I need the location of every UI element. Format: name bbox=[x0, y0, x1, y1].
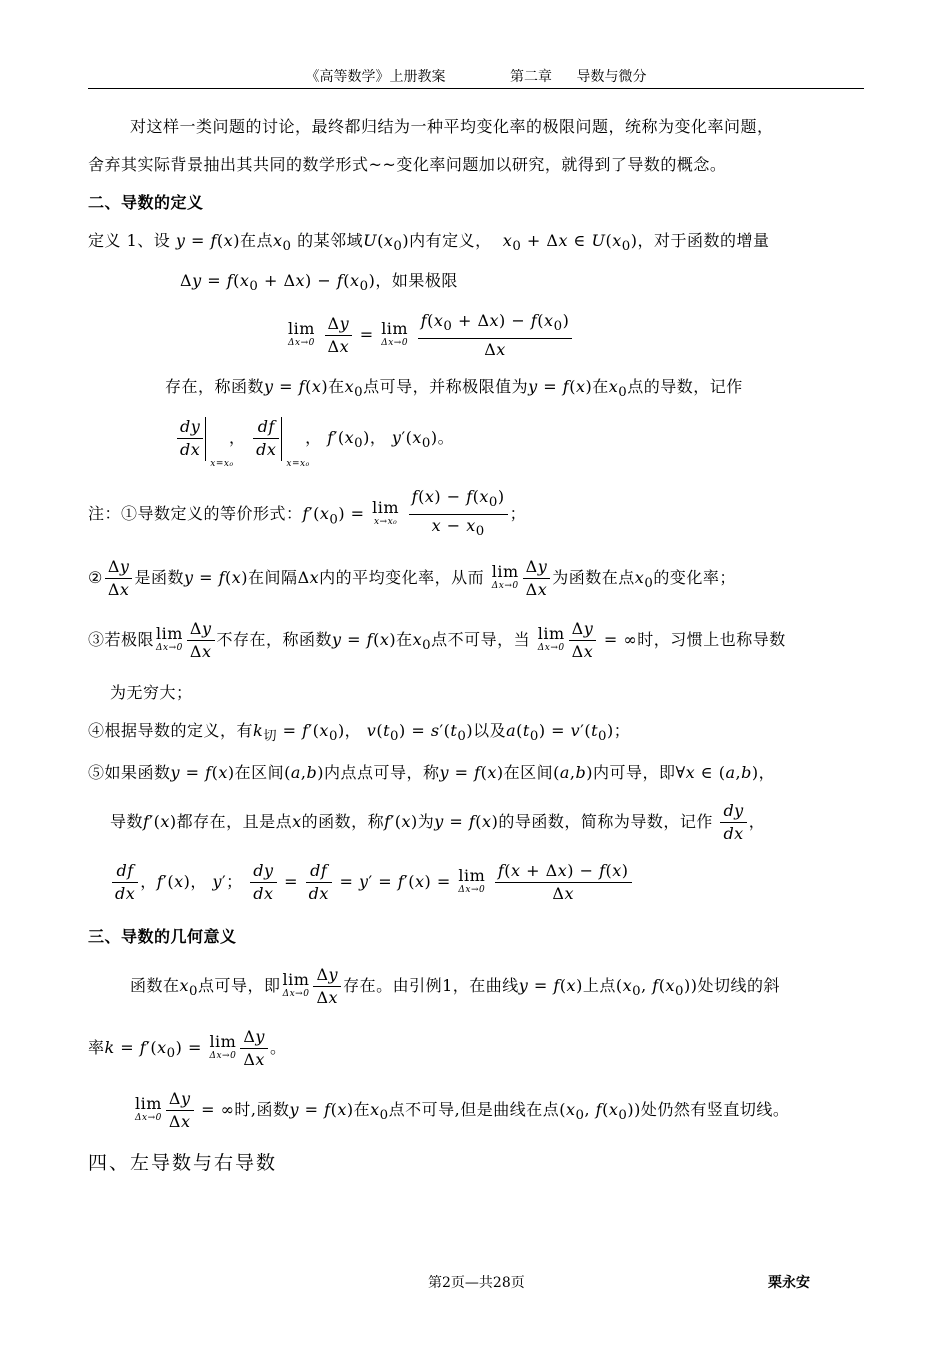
header-book: 《高等数学》上册教案 bbox=[305, 69, 446, 85]
header-chapter: 第二章 bbox=[510, 69, 552, 85]
def1-line-exists: 存在，称函数y = f(x)在$x_0$点可导，并称极限值为y = f(x)在$x_0$点的导数，记作 bbox=[165, 377, 743, 401]
header-topic: 导数与微分 bbox=[576, 69, 647, 85]
def1-notations: $\frac{dy}{dx}$ x=x₀ ， $\frac{df}{dx}$ x=x₀ ， $f'(x_0)$， $y'(x_0)$。 bbox=[175, 416, 454, 461]
note-3: ③若极限 lim Δx→0 $\frac{\Delta y}{\Delta x}$ 不存在，称函数y = f(x)在$x_0$点不可导，当 lim Δx→0 $\frac{\Delta y}{\Delta x}$ = ∞时，习惯上也称导数 bbox=[88, 619, 786, 661]
section-4-title: 四、左导数与右导数 bbox=[88, 1152, 278, 1174]
sec3-para2: 率$k = f'(x_0) = \lim$ Δx→0 $\frac{\Delta y}{\Delta x}$ 。 bbox=[88, 1027, 287, 1069]
note-4: ④根据导数的定义，有$k_切 = f'(x_0)$， $v(t_0) = s'(t_0)$以及$a(t_0) = v'(t_0)$； bbox=[88, 721, 631, 745]
note-2: ② $\frac{\Delta y}{\Delta x}$ 是函数y = f(x)在间隔Δx内的平均变化率，从而 lim Δx→0 $\frac{\Delta y}{\Delta x}$ 为函数在点$x_0$的变化率； bbox=[88, 557, 736, 599]
note-1: 注：①导数定义的等价形式：$f'(x_0) = \lim$ x→x₀ $\frac{f(x) - f(x_0)}{x - x_0}$ ； bbox=[88, 487, 527, 540]
sec3-para3: lim Δx→0 $\frac{\Delta y}{\Delta x}$ = ∞时,函数y = f(x)在$x_0$点不可导,但是曲线在点($x_0$, $f(x_0)$)处仍然有竖直切线。 bbox=[135, 1089, 790, 1131]
section-2-title: 二、导数的定义 bbox=[88, 193, 204, 212]
section-3-title: 三、导数的几何意义 bbox=[88, 927, 237, 946]
def1-increment: $\Delta y = f(x_0 + \Delta x) - f(x_0)$，如果极限 bbox=[180, 271, 458, 295]
def1-line1: 定义 1、设 y = f(x)在点$x_0$ 的某邻域$U(x_0)$内有定义， $x_0 + \Delta x$ ∈ $U(x_0)$，对于函数的增量 bbox=[88, 231, 770, 255]
page-header bbox=[88, 66, 864, 89]
footer-page-number: 第2页—共28页 bbox=[428, 1275, 525, 1291]
note-5-line2: 导数f′(x)都存在，且是点x的函数，称f′(x)为y = f(x)的导函数，简称为导数，记作 $\frac{dy}{dx}$ ， bbox=[110, 801, 766, 843]
para1-line2: 舍弃其实际背景抽出其共同的数学形式~~变化率问题加以研究，就得到了导数的概念。 bbox=[88, 155, 727, 174]
sec3-para1: 函数在$x_0$点可导，即 lim Δx→0 $\frac{\Delta y}{\Delta x}$ 存在。由引例1，在曲线y = f(x)上点($x_0$, $f(x_0)$)处切线的斜 bbox=[130, 965, 780, 1007]
footer-author: 栗永安 bbox=[768, 1275, 810, 1291]
note-3-cont: 为无穷大； bbox=[110, 683, 193, 702]
note-5: ⑤如果函数y = f(x)在区间(a,b)内点点可导，称y = f(x)在区间(a,b)内可导，即∀x ∈ (a,b)， bbox=[88, 763, 776, 782]
para1-line1: 对这样一类问题的讨论，最终都归结为一种平均变化率的极限问题，统称为变化率问题， bbox=[130, 117, 774, 136]
note-5-line3: $\frac{df}{dx}$ ，f′(x)， y′； $\frac{dy}{dx}$ = $\frac{df}{dx}$ = y′ = f′(x) = lim Δx→0 $\frac{f(x + \Delta x) - f(x)}{\Delta x}$ bbox=[110, 860, 634, 905]
def1-limit-formula: lim Δx→0 $\frac{\Delta y}{\Delta x}$ = lim Δx→0 $\frac{f(x_0 + \Delta x) - f(x_0)}{\Delta x}$ bbox=[286, 310, 574, 361]
